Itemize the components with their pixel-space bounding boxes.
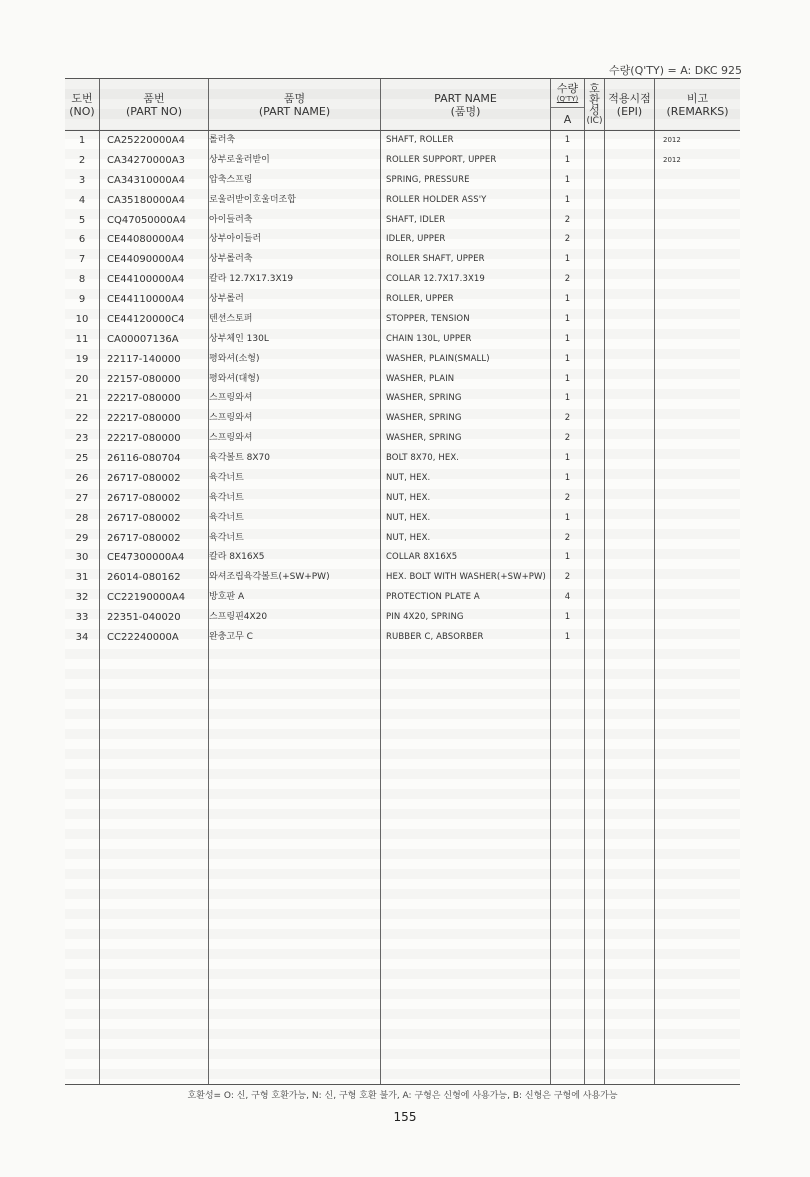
part-name-english: RUBBER C, ABSORBER: [386, 631, 484, 642]
part-name-korean: 아이들러축: [209, 214, 253, 225]
part-name-english: IDLER, UPPER: [386, 234, 446, 245]
part-name-english: SHAFT, ROLLER: [386, 135, 454, 145]
table-row: [65, 370, 740, 390]
part-number-ref: 19: [75, 353, 89, 365]
part-number-ref: 28: [75, 512, 89, 524]
header-no: 도번 (NO): [65, 79, 99, 130]
quantity: 1: [564, 135, 571, 145]
header-interchangeability: 호 환 성 (IC): [585, 79, 604, 130]
part-name-korean: 평와셔(소형): [209, 353, 260, 364]
part-name-korean: 상부롤러축: [209, 254, 253, 265]
part-name-english: WASHER, SPRING: [386, 393, 462, 404]
quantity: 1: [564, 194, 571, 205]
header-part-no: 품번 (PART NO): [100, 79, 208, 130]
quantity: 2: [564, 214, 571, 225]
quantity: 1: [564, 393, 571, 404]
part-number-ref: 33: [75, 612, 89, 623]
quantity: 2: [564, 492, 571, 503]
part-number-ref: 30: [75, 552, 89, 564]
part-number-ref: 22: [75, 413, 89, 425]
table-row: [65, 250, 740, 270]
quantity-legend: 수량(Q'TY) = A: DKC 925: [609, 64, 742, 77]
part-name-english: SHAFT, IDLER: [386, 214, 446, 225]
part-code: 26717-080002: [107, 512, 181, 524]
part-code: CA25220000A4: [107, 135, 185, 146]
part-number-ref: 1: [78, 135, 86, 146]
table-row: [65, 211, 740, 231]
part-name-english: SPRING, PRESSURE: [386, 174, 470, 185]
quantity: 1: [564, 333, 571, 344]
part-name-korean: 스프링와셔: [209, 393, 253, 404]
part-code: CE44110000A4: [107, 294, 185, 305]
quantity: 1: [564, 294, 571, 304]
part-code: 22217-080000: [107, 433, 181, 445]
part-name-korean: 육각너트: [209, 492, 244, 503]
quantity: 1: [564, 472, 571, 483]
table-row: [65, 330, 740, 350]
table-row: [65, 509, 740, 529]
parts-rows: [65, 131, 740, 648]
header-part-name-ko: 품명 (PART NAME): [209, 79, 380, 130]
part-name-korean: 롤러축: [209, 135, 236, 145]
quantity: 1: [564, 373, 571, 384]
part-name-korean: 칼라 8X16X5: [209, 552, 265, 563]
part-name-english: ROLLER HOLDER ASS'Y: [386, 194, 487, 205]
header-epi: 적용시점 (EPI): [605, 79, 654, 130]
part-code: CA00007136A: [107, 333, 179, 345]
table-row: [65, 429, 740, 449]
part-code: CE44090000A4: [107, 254, 185, 266]
part-name-korean: 스프링핀4X20: [209, 612, 268, 622]
quantity: 2: [564, 413, 571, 424]
table-row: [65, 290, 740, 310]
part-name-english: WASHER, SPRING: [386, 433, 462, 444]
part-number-ref: 2: [78, 154, 86, 166]
quantity: 1: [564, 353, 571, 364]
part-number-ref: 10: [75, 313, 89, 325]
part-code: 26717-080002: [107, 532, 181, 544]
part-name-english: ROLLER SUPPORT, UPPER: [386, 154, 497, 165]
part-number-ref: 34: [75, 631, 89, 643]
table-row: [65, 548, 740, 568]
part-code: CC22190000A4: [107, 592, 186, 604]
part-name-korean: 스프링와셔: [209, 413, 253, 424]
table-row: [65, 449, 740, 469]
part-name-english: NUT, HEX.: [386, 532, 431, 543]
quantity: 2: [564, 234, 571, 245]
part-number-ref: 4: [78, 194, 86, 206]
part-code: CE44080000A4: [107, 234, 185, 246]
quantity: 4: [564, 592, 571, 603]
part-name-korean: 압축스프링: [209, 174, 253, 185]
part-number-ref: 9: [78, 294, 86, 305]
part-name-english: NUT, HEX.: [386, 472, 431, 483]
part-code: CE47300000A4: [107, 552, 185, 564]
part-number-ref: 23: [75, 433, 89, 445]
part-name-english: ROLLER, UPPER: [386, 294, 454, 304]
table-row: [65, 270, 740, 290]
part-number-ref: 6: [78, 234, 86, 246]
table-row: [65, 350, 740, 370]
part-number-ref: 27: [75, 492, 89, 504]
part-name-korean: 상부로울러받이: [209, 154, 270, 165]
part-name-english: WASHER, PLAIN(SMALL): [386, 353, 490, 364]
part-name-english: BOLT 8X70, HEX.: [386, 453, 460, 463]
part-number-ref: 7: [78, 254, 86, 266]
part-name-english: PIN 4X20, SPRING: [386, 612, 464, 622]
remarks: 2012: [663, 136, 681, 144]
part-name-korean: 텐션스토퍼: [209, 313, 253, 324]
table-row: [65, 489, 740, 509]
part-name-korean: 육각너트: [209, 512, 244, 523]
part-code: CA34310000A4: [107, 174, 185, 186]
header-quantity: 수량 (Q'TY): [551, 79, 584, 107]
table-row: [65, 230, 740, 250]
quantity: 1: [564, 612, 571, 622]
table-row: [65, 568, 740, 588]
part-code: CC22240000A: [107, 631, 179, 643]
quantity: 1: [564, 154, 571, 165]
part-number-ref: 21: [75, 393, 89, 405]
part-name-korean: 상부롤러: [209, 294, 244, 304]
part-number-ref: 8: [78, 274, 86, 286]
part-number-ref: 31: [75, 572, 89, 584]
quantity: 1: [564, 174, 571, 185]
table-row: [65, 171, 740, 191]
part-code: 22217-080000: [107, 393, 181, 405]
quantity: 1: [564, 313, 571, 324]
header-quantity-a: A: [551, 108, 584, 130]
part-number-ref: 3: [78, 174, 86, 186]
part-name-korean: 육각너트: [209, 472, 244, 483]
part-code: 26014-080162: [107, 572, 181, 584]
remarks: 2012: [663, 155, 681, 164]
table-row: [65, 529, 740, 549]
table-row: [65, 310, 740, 330]
part-name-korean: 완충고무 C: [209, 631, 253, 642]
part-code: CA34270000A3: [107, 154, 185, 166]
part-name-english: CHAIN 130L, UPPER: [386, 333, 472, 344]
part-name-korean: 상부체인 130L: [209, 333, 269, 344]
page-number: 155: [393, 1110, 417, 1124]
quantity: 1: [564, 254, 571, 265]
part-name-korean: 육각너트: [209, 532, 244, 543]
part-name-korean: 육각볼트 8X70: [209, 453, 270, 463]
quantity: 2: [564, 572, 571, 583]
part-code: CE44100000A4: [107, 274, 185, 286]
part-code: 26717-080002: [107, 492, 181, 504]
part-name-korean: 평와셔(대형): [209, 373, 260, 384]
part-name-korean: 로울러받이호울더조합: [209, 194, 296, 205]
part-name-korean: 스프링와셔: [209, 433, 253, 444]
header-remarks: 비고 (REMARKS): [655, 79, 740, 130]
table-row: [65, 131, 740, 151]
part-number-ref: 29: [75, 532, 89, 544]
part-number-ref: 26: [75, 472, 89, 484]
table-row: [65, 469, 740, 489]
part-name-korean: 방호판 A: [209, 592, 245, 603]
part-code: 26116-080704: [107, 453, 181, 464]
quantity: 1: [564, 631, 571, 642]
quantity: 2: [564, 274, 571, 285]
part-name-english: HEX. BOLT WITH WASHER(+SW+PW): [386, 572, 546, 583]
part-name-english: NUT, HEX.: [386, 492, 431, 503]
part-name-english: COLLAR 12.7X17.3X19: [386, 274, 485, 285]
quantity: 2: [564, 532, 571, 543]
interchangeability-footnote: 호환성= O: 신, 구형 호환가능, N: 신, 구형 호환 불가, A: 구형은 신형에 사용가능, B: 신형은 구형에 사용가능: [187, 1091, 618, 1101]
part-number-ref: 11: [75, 333, 89, 345]
header-part-name-en: PART NAME (품명): [381, 79, 550, 130]
table-row: [65, 628, 740, 648]
part-name-english: WASHER, SPRING: [386, 413, 462, 424]
part-code: 26717-080002: [107, 472, 181, 484]
table-row: [65, 151, 740, 171]
part-number-ref: 20: [75, 373, 89, 385]
part-code: CQ47050000A4: [107, 214, 186, 226]
table-row: [65, 389, 740, 409]
part-name-english: NUT, HEX.: [386, 512, 431, 523]
parts-table: [65, 78, 740, 1085]
quantity: 2: [564, 433, 571, 444]
part-code: 22117-140000: [107, 353, 181, 365]
part-name-english: PROTECTION PLATE A: [386, 592, 480, 603]
part-number-ref: 5: [78, 214, 86, 226]
part-number-ref: 25: [75, 453, 89, 464]
part-code: 22217-080000: [107, 413, 181, 425]
part-code: CE44120000C4: [107, 313, 185, 325]
part-code: 22351-040020: [107, 612, 181, 623]
part-code: CA35180000A4: [107, 194, 185, 206]
quantity: 1: [564, 512, 571, 523]
table-row: [65, 588, 740, 608]
part-name-english: ROLLER SHAFT, UPPER: [386, 254, 485, 265]
table-row: [65, 409, 740, 429]
quantity: 1: [564, 552, 571, 563]
part-name-korean: 상부아이들러: [209, 234, 262, 245]
part-name-english: WASHER, PLAIN: [386, 373, 455, 384]
table-row: [65, 608, 740, 628]
part-number-ref: 32: [75, 592, 89, 604]
part-name-english: COLLAR 8X16X5: [386, 552, 458, 563]
part-name-english: STOPPER, TENSION: [386, 313, 470, 324]
part-name-korean: 와셔조립육각볼트(+SW+PW): [209, 572, 330, 583]
quantity: 1: [564, 453, 571, 463]
part-code: 22157-080000: [107, 373, 181, 385]
table-row: [65, 191, 740, 211]
part-name-korean: 칼라 12.7X17.3X19: [209, 274, 294, 285]
